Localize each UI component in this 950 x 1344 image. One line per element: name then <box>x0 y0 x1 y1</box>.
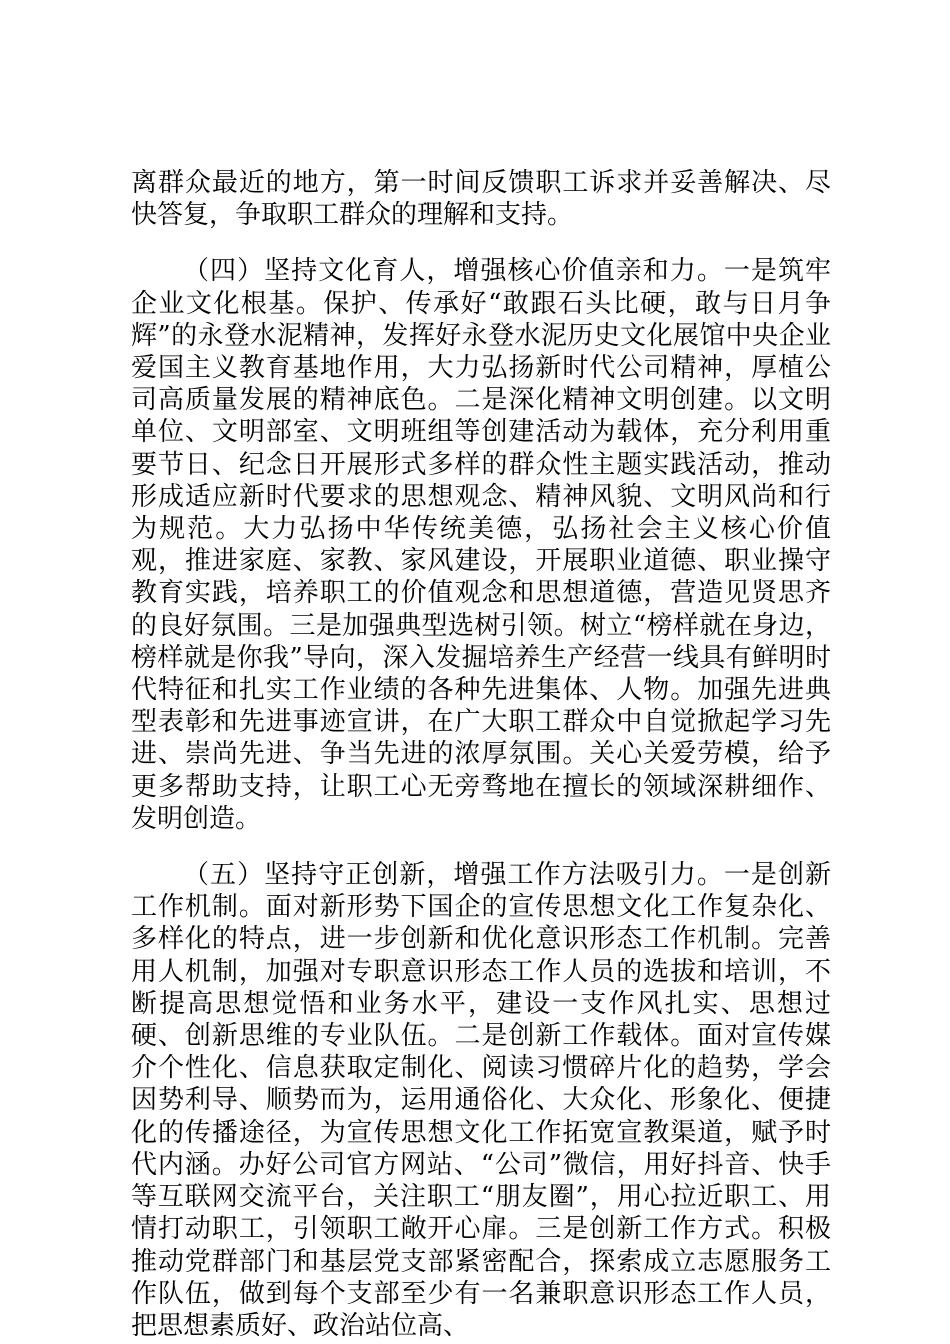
paragraph-section-four: （四）坚持文化育人，增强核心价值亲和力。一是筑牢企业文化根基。保护、传承好“敢跟石头比硬，敢与日月争辉”的永登水泥精神，发挥好永登水泥历史文化展馆中央企业爱国主义教育基地作用，大力弘扬新时代公司精神，厚植公司高质量发展的精神底色。二是深化精神文明创建。以文明单位、文明部室、文明班组等创建活动为载体，充分利用重要节日、纪念日开展形式多样的群众性主题实践活动，推动形成适应新时代要求的思想观念、精神风貌、文明风尚和行为规范。大力弘扬中华传统美德，弘扬社会主义核心价值观，推进家庭、家教、家风建设，开展职业道德、职业操守教育实践，培养职工的价值观念和思想道德，营造见贤思齐的良好氛围。三是加强典型选树引领。树立“榜样就在身边，榜样就是你我”导向，深入发掘培养生产经营一线具有鲜明时代特征和扎实工作业绩的各种先进集体、人物。加强先进典型表彰和先进事迹宣讲，在广大职工群众中自觉掀起学习先进、崇尚先进、争当先进的浓厚氛围。关心关爱劳模，给予更多帮助支持，让职工心无旁骛地在擅长的领域深耕细作、发明创造。 <box>131 256 831 834</box>
paragraph-continuation: 离群众最近的地方，第一时间反馈职工诉求并妥善解决、尽快答复，争取职工群众的理解和支持。 <box>131 168 831 231</box>
document-body <box>131 167 831 1342</box>
paragraph-section-five: （五）坚持守正创新，增强工作方法吸引力。一是创新工作机制。面对新形势下国企的宣传思想文化工作复杂化、多样化的特点，进一步创新和优化意识形态工作机制。完善用人机制，加强对专职意识形态工作人员的选拔和培训，不断提高思想觉悟和业务水平，建设一支作风扎实、思想过硬、创新思维的专业队伍。二是创新工作载体。面对宣传媒介个性化、信息获取定制化、阅读习惯碎片化的趋势，学会因势利导、顺势而为，运用通俗化、大众化、形象化、便捷化的传播途径，为宣传思想文化工作拓宽宣教渠道，赋予时代内涵。办好公司官方网站、“公司”微信，用好抖音、快手等互联网交流平台，关注职工“朋友圈”，用心拉近职工、用情打动职工，引领职工敞开心扉。三是创新工作方式。积极推动党群部门和基层党支部紧密配合，探索成立志愿服务工作队伍，做到每个支部至少有一名兼职意识形态工作人员，把思想素质好、政治站位高、 <box>131 860 831 1341</box>
